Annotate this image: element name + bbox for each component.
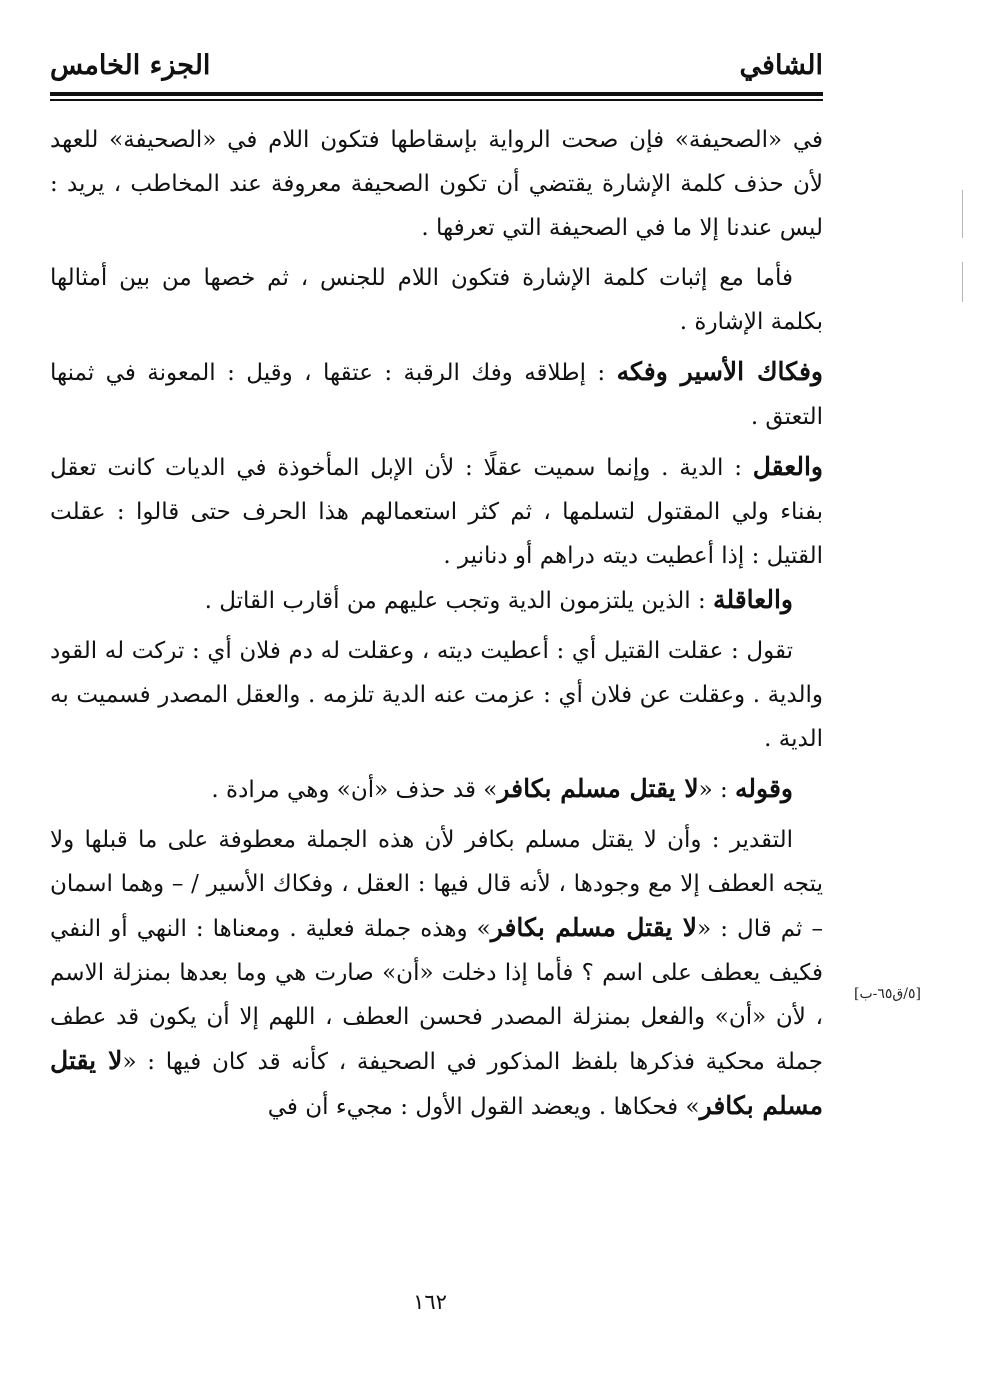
manuscript-folio-note: [٥/ق٦٥-ب]	[854, 986, 922, 1002]
paragraph	[50, 350, 823, 439]
paragraph	[50, 629, 823, 761]
headword: وقوله	[735, 774, 793, 803]
header-rule-thin	[50, 99, 823, 101]
paragraph-text: » فحكاها . ويعضد القول الأول : مجيء أن في	[267, 1094, 700, 1120]
hadith-quote: لا يقتل مسلم بكافر	[497, 774, 699, 803]
header-rule-thick	[50, 92, 823, 96]
paragraph-text: » وهذه جملة فعلية . ومعناها : النهي أو النفي فكيف يعطف على اسم ؟ فأما إذا دخلت «أن» صارت هي وما بعدها بمنزلة الاسم ، لأن «أن» والفعل بمنزلة المصدر فحسن العطف ، اللهم إلا أن يكون قد عطف جملة محكية فذكرها بلفظ المذكور في الصحيفة ، كأنه قد كان فيها : «	[50, 916, 823, 1075]
headword: وفكاك الأسير وفكه	[616, 357, 823, 386]
paragraph-text: : «	[698, 777, 736, 803]
paragraph-text: فأما مع إثبات كلمة الإشارة فتكون اللام للجنس ، ثم خصها من بين أمثالها بكلمة الإشارة .	[50, 265, 823, 335]
headword: والعاقلة	[713, 585, 793, 614]
paragraph-text: : الذين يلتزمون الدية وتجب عليهم من أقارب القاتل .	[204, 588, 714, 614]
paragraph	[50, 256, 823, 344]
book-title: الشافي	[739, 50, 823, 81]
paragraph-text: في «الصحيفة» فإن صحت الرواية بإسقاطها فتكون اللام في «الصحيفة» للعهد لأن حذف كلمة الإشارة يقتضي أن تكون الصحيفة معروفة عند المخاطب ، يريد : ليس عندنا إلا ما في الصحيفة التي تعرفها .	[50, 127, 823, 241]
paragraph	[50, 767, 823, 812]
hadith-quote: لا يقتل مسلم بكافر	[490, 913, 698, 942]
scan-edge-mark	[962, 190, 963, 238]
paragraph-text: : إطلاقه وفك الرقبة : عتقها ، وقيل : المعونة في ثمنها التعتق .	[50, 360, 823, 430]
main-text	[50, 118, 823, 1129]
scan-edge-mark	[962, 262, 963, 302]
paragraph	[50, 578, 823, 623]
volume-label: الجزء الخامس	[50, 50, 211, 81]
paragraph	[50, 818, 823, 1129]
hadith-quote: لا يقتل مسلم بكافر	[50, 1046, 823, 1120]
page-number: ١٦٢	[413, 1290, 447, 1314]
paragraph	[50, 445, 823, 578]
paragraph-text: » قد حذف «أن» وهي مرادة .	[211, 777, 498, 803]
paragraph-text: تقول : عقلت القتيل أي : أعطيت ديته ، وعقلت له دم فلان أي : تركت له القود والدية . وعقلت عن فلان أي : عزمت عنه الدية تلزمه . والعقل المصدر فسميت به الدية .	[50, 638, 823, 752]
paragraph-text: التقدير : وأن لا يقتل مسلم بكافر لأن هذه الجملة معطوفة على ما قبلها ولا يتجه العطف إلا مع وجودها ، لأنه قال فيها : العقل ، وفكاك الأسير / – وهما اسمان – ثم قال : «	[50, 827, 823, 942]
page-header	[50, 44, 823, 88]
headword: والعقل	[752, 452, 823, 481]
paragraph	[50, 118, 823, 250]
paragraph-text: : الدية . وإنما سميت عقلًا : لأن الإبل المأخوذة في الديات كانت تعقل بفناء ولي المقتول لتسلمها ، ثم كثر استعمالهم هذا الحرف حتى قالوا : عقلت القتيل : إذا أعطيت ديته دراهم أو دنانير .	[50, 455, 823, 569]
